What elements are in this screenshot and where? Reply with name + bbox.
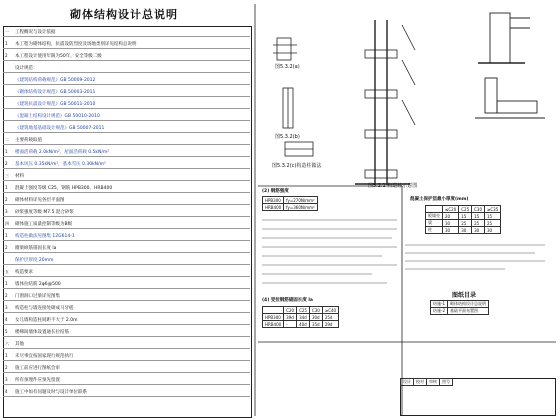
table-cell: 40d	[297, 321, 310, 328]
table-cell: C25	[297, 307, 310, 314]
table-cell: HRB400	[263, 204, 284, 211]
note-number: 2	[5, 293, 8, 298]
note-text: 门窗洞口过梁详见图集	[15, 294, 60, 299]
note-number: 1	[5, 149, 8, 154]
table-cell: 34d	[297, 314, 310, 321]
table-cell: 15	[485, 213, 501, 220]
table-cell: HPB300	[263, 314, 284, 321]
note-text: 构造柱与墙连接处砌成马牙槎	[15, 306, 74, 311]
note-text: 施工前应进行图纸会审	[15, 366, 60, 371]
note-number: 1	[5, 353, 8, 358]
note-number: 4	[5, 317, 8, 322]
table-cell: ≤C20	[443, 206, 459, 213]
note-number: 二	[5, 137, 9, 142]
table-cell: C30	[309, 307, 322, 314]
note-text: 混凝土强度等级 C25，钢筋 HPB300、HRB400	[15, 186, 113, 191]
table-cell: C25	[459, 206, 472, 213]
page-title: 砌体结构设计总说明	[70, 8, 178, 21]
table-cell: 15	[472, 213, 485, 220]
table-cell: 30	[472, 227, 485, 234]
note-text: 砂浆强度等级 M7.5 混合砂浆	[15, 210, 74, 215]
table-cell: 设计	[401, 379, 414, 386]
note-text: 楼梯间墙体设置通长拉结筋	[15, 330, 69, 335]
note-text: 《建筑结构荷载规范》GB 50009-2012	[15, 78, 96, 83]
note-text: 《建筑地基基础设计规范》GB 50007-2011	[15, 126, 105, 131]
cover-table-title: 混凝土保护层最小厚度(mm)	[410, 197, 469, 202]
note-number: 3	[5, 377, 8, 382]
note-number: 2	[5, 245, 8, 250]
table-cell: C20	[284, 307, 297, 314]
note-text: 主要荷载取值	[15, 138, 42, 143]
table-cell: 30	[443, 220, 459, 227]
note-text: 砌体材料详见各层平面图	[15, 198, 65, 203]
table-cell: 柱	[426, 227, 443, 234]
table-cell: 39d	[284, 314, 297, 321]
small-table-title: (2) 钢筋强度	[262, 189, 289, 194]
note-number: 六	[5, 341, 9, 346]
note-text: 圈梁纵筋锚固长度 la	[15, 246, 57, 251]
note-number: 三	[5, 173, 9, 178]
table-cell: 30d	[309, 314, 322, 321]
note-number: 1	[5, 185, 8, 190]
note-text: 基本风压 0.35kN/m²，基本雪压 0.30kN/m²	[15, 162, 106, 167]
note-number: 1	[5, 233, 8, 238]
table-cell: 15	[459, 213, 472, 220]
note-text: 本工程设计使用年限为50年，安全等级二级	[15, 54, 102, 59]
note-text: 墙体拉结筋 2φ6@500	[15, 282, 61, 287]
note-text: 构造要求	[15, 270, 33, 275]
note-number: 1	[5, 281, 8, 286]
table-cell: fy=360N/mm²	[284, 204, 317, 211]
note-text: 所有预埋件应预先留置	[15, 378, 60, 383]
table-cell: 板墙壳	[426, 213, 443, 220]
note-text: 工程概况与设计依据	[15, 30, 56, 35]
note-number: 五	[5, 269, 9, 274]
table-cell: fy=270N/mm²	[284, 197, 317, 204]
note-number: 2	[5, 53, 8, 58]
table-cell: 35d	[309, 321, 322, 328]
note-number: 2	[5, 161, 8, 166]
note-number: 5	[5, 329, 8, 334]
note-text: 保护层厚度 20mm	[15, 258, 54, 263]
table-cell: ≥C40	[322, 307, 338, 314]
table-cell: 25d	[322, 314, 338, 321]
note-text: 砌体施工质量控制等级为B级	[15, 222, 73, 227]
note-text: 其他	[15, 342, 24, 347]
table-cell: 梁	[426, 220, 443, 227]
table-cell: HRB400	[263, 321, 284, 328]
note-number: 1	[5, 41, 8, 46]
note-text: 设计规范：	[15, 66, 38, 71]
note-number: 四	[5, 221, 9, 226]
index-title: 图纸目录	[452, 292, 477, 299]
table-cell: 砌体结构设计总说明	[448, 301, 489, 308]
table-cell: ≥C35	[485, 206, 501, 213]
note-text: 未尽事宜按国家现行规范执行	[15, 354, 74, 359]
table-cell: 20	[443, 213, 459, 220]
note-text: 《混凝土结构设计规范》GB 50010-2010	[15, 114, 100, 119]
note-text: 构造柱做法见图集 12G614-1	[15, 234, 75, 239]
table-cell: HPB300	[263, 197, 284, 204]
table-cell: 结施-2	[431, 308, 448, 315]
note-text: 女儿墙构造柱间距不大于 2.0m	[15, 318, 78, 323]
fig-label-d: 图5.2.1 构造柱示意图	[368, 183, 418, 189]
table-cell: 25	[459, 220, 472, 227]
note-number: 3	[5, 209, 8, 214]
fig-label-b: 图5.3.2(b)	[275, 134, 300, 140]
note-number: 2	[5, 197, 8, 202]
note-text: 《建筑抗震设计规范》GB 50011-2010	[15, 102, 96, 107]
table-cell: C30	[472, 206, 485, 213]
table-cell: 25	[472, 220, 485, 227]
table-cell: 审核	[427, 379, 440, 386]
note-number: 4	[5, 389, 8, 394]
table-cell: 基础平面布置图	[448, 308, 489, 315]
fig-label-c: 图5.3.2(c)构造柱做法	[272, 163, 322, 169]
table-cell: 30	[485, 227, 501, 234]
table-cell: 结施-1	[431, 301, 448, 308]
note-text: 楼面活荷载 2.0kN/m²，屋面活荷载 0.5kN/m²	[15, 150, 110, 155]
table-cell: 29d	[322, 321, 338, 328]
table-cell: -	[284, 321, 297, 328]
table-cell: 30	[459, 227, 472, 234]
table-cell: 25	[485, 220, 501, 227]
note-number: 3	[5, 305, 8, 310]
note-number: 2	[5, 365, 8, 370]
mid-table-title: (4) 受拉钢筋锚固长度 la	[262, 298, 313, 303]
note-text: 施工中如有问题及时与设计单位联系	[15, 390, 87, 395]
fig-label-a: 图5.3.2(a)	[275, 64, 300, 70]
table-cell: 30	[443, 227, 459, 234]
table-cell: 图号	[440, 379, 453, 386]
table-cell: 校对	[414, 379, 427, 386]
note-text: 本工程为砌体结构，抗震设防烈度及场地类别详见结构总说明	[15, 42, 137, 47]
note-number: 一	[5, 29, 9, 34]
note-text: 材料	[15, 174, 24, 179]
note-text: 《砌体结构设计规范》GB 50003-2011	[15, 90, 96, 95]
